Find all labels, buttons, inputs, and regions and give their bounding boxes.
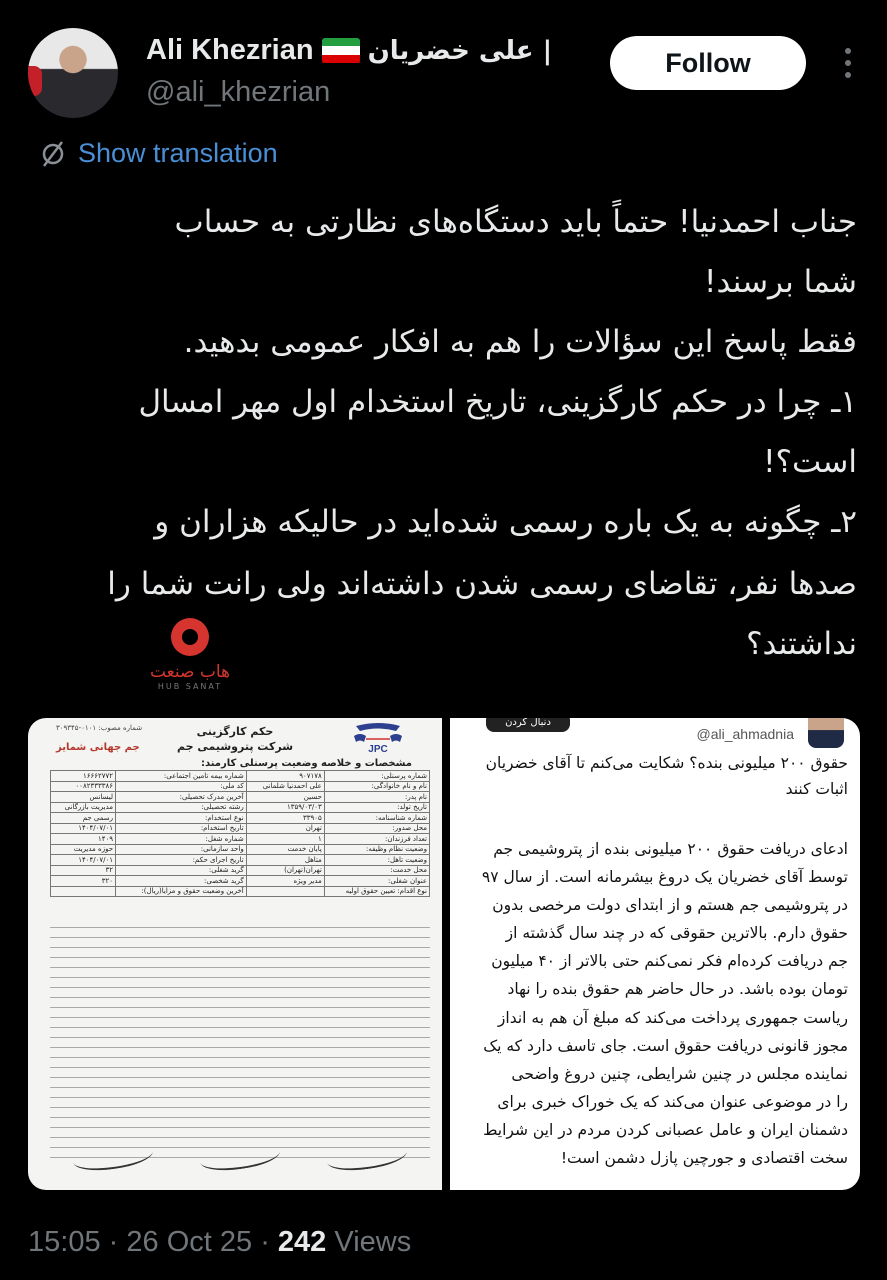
show-translation-label: Show translation	[78, 138, 278, 168]
document-cell: عنوان شغلی:	[324, 876, 429, 887]
tweet-text-line: نداشتند؟	[746, 626, 857, 662]
hub-sanat-logo-icon	[171, 618, 209, 656]
quoted-text-line: اثبات کنند	[785, 780, 848, 798]
quoted-handle: @ali_ahmadnia	[696, 726, 794, 742]
document-row	[51, 844, 430, 855]
document-cell: حسین	[246, 792, 324, 803]
quoted-text-line: حقوق ۲۰۰ میلیونی بنده؟ شکایت می‌کنم تا آقای خضریان	[485, 754, 848, 772]
document-cell: نوع اقدام: تعیین حقوق اولیه	[324, 886, 429, 897]
views-label: Views	[334, 1226, 412, 1258]
show-translation-link[interactable]	[38, 138, 278, 169]
document-cell: گرید شغلی:	[116, 865, 247, 876]
document-cell: پایان خدمت	[246, 844, 324, 855]
document-cell: گرید شخصی:	[116, 876, 247, 887]
employee-details-table	[50, 770, 430, 897]
author-handle[interactable]: @ali_khezrian	[146, 76, 331, 108]
author-name[interactable]	[146, 34, 552, 67]
tweet-time[interactable]: 15:05	[28, 1226, 101, 1258]
document-cell: ۱	[246, 834, 324, 845]
quoted-text-line: جم دریافت کرده‌ام فکر نمی‌کنم حتی بالاتر از ۴۰ میلیون	[491, 952, 848, 970]
quoted-text-line: حقوق دارم. بالاترین حقوقی که در چند سال گذشته از	[505, 924, 848, 942]
document-cell: مدیریت بازرگانی	[51, 802, 116, 813]
translate-icon	[38, 139, 68, 169]
document-cell: لیسانس	[51, 792, 116, 803]
quoted-follow-button: دنبال کردن	[486, 718, 570, 732]
author-avatar[interactable]	[28, 28, 118, 118]
tweet-text-line: صدها نفر، تقاضای رسمی شدن داشته‌اند ولی رانت شما را	[107, 566, 857, 602]
document-cell: مدیر ویژه	[246, 876, 324, 887]
document-cell: شماره شناسنامه:	[324, 813, 429, 824]
document-row	[51, 802, 430, 813]
salary-table	[50, 918, 430, 1158]
quoted-text-line: نماینده مجلس در چنین شرایطی، چنین دروغ واضحی	[511, 1065, 848, 1083]
document-title: حکم کارگزینی شرکت پتروشیمی جم	[176, 725, 294, 753]
document-cell: ۳۲۰	[51, 876, 116, 887]
document-cell: آخرین وضعیت حقوق و مزایا(ریال):	[116, 886, 247, 897]
document-cell: محل خدمت:	[324, 865, 429, 876]
document-cell: رسمی جم	[51, 813, 116, 824]
quoted-text-line: در پتروشیمی جم هستم و از ابتدای دولت مرخصی بدون	[492, 896, 848, 914]
document-row	[51, 781, 430, 792]
tweet-meta: 15:05 · 26 Oct 25 · 242 Views	[28, 1226, 412, 1258]
document-row	[51, 823, 430, 834]
display-name-fa: | علی خضریان	[367, 35, 553, 66]
document-cell: ۳۲	[51, 865, 116, 876]
document-row	[51, 813, 430, 824]
tweet-text-line: ۲ـ چگونه به یک باره رسمی شده‌اید در حالیکه هزاران و	[154, 504, 857, 540]
document-cell	[246, 886, 324, 897]
quoted-text-line: ریاست جمهوری پرداخت می‌کند که مبلغ آن هم به انداز	[497, 1009, 848, 1027]
document-cell: حوزه مدیریت	[51, 844, 116, 855]
tweet-text-line: است؟!	[763, 444, 857, 480]
document-cell: وضعیت تاهل:	[324, 855, 429, 866]
views-count: 242	[277, 1226, 327, 1258]
document-cell: وضعیت نظام وظیفه:	[324, 844, 429, 855]
quoted-text-line: توسط آقای خضریان یک دروغ بیشرمانه است. از سال ۹۷	[481, 868, 848, 886]
document-cell: محل صدور:	[324, 823, 429, 834]
document-cell: نام و نام خانوادگی:	[324, 781, 429, 792]
document-row	[51, 771, 430, 782]
document-cell: تهران	[246, 823, 324, 834]
document-cell: شماره بیمه تامین اجتماعی:	[116, 771, 247, 782]
quoted-text-line: تومان بوده باشد. در حال حاضر هم حقوق بنده را نهاد	[507, 980, 848, 998]
signatures	[50, 1132, 430, 1182]
document-row	[51, 886, 430, 897]
document-cell	[51, 886, 116, 897]
display-name: Ali Khezrian	[146, 34, 314, 66]
document-row	[51, 855, 430, 866]
tweet-text-line: فقط پاسخ این سؤالات را هم به افکار عمومی بدهید.	[183, 324, 857, 360]
document-cell: نوع استخدام:	[116, 813, 247, 824]
document-row	[51, 792, 430, 803]
document-cell: علی احمدنیا شلمانی	[246, 781, 324, 792]
document-row	[51, 834, 430, 845]
tweet-text-line: جناب احمدنیا! حتماً باید دستگاه‌های نظارتی به حساب	[174, 204, 857, 240]
document-cell: ۱۴۰۴/۰۷/۰۱	[51, 855, 116, 866]
document-cell: ۱۶۶۶۲۷۷۲	[51, 771, 116, 782]
document-cell: تاریخ استخدام:	[116, 823, 247, 834]
document-cell: کد ملی:	[116, 781, 247, 792]
document-cell: ۱۳۵۹/۰۳/۰۳	[246, 802, 324, 813]
document-cell: واحد سازمانی:	[116, 844, 247, 855]
document-cell: آخرین مدرک تحصیلی:	[116, 792, 247, 803]
quoted-text-line: سخت اقتصادی و جورچین پازل دشمن است!	[560, 1149, 848, 1167]
quoted-text-line: ادعای دریافت حقوق ۲۰۰ میلیونی بنده از پتروشیمی جم	[493, 840, 848, 858]
quoted-avatar	[808, 718, 844, 748]
document-cell: تعداد فرزندان:	[324, 834, 429, 845]
watermark: هاب صنعت HUB SANAT	[140, 618, 240, 691]
document-cell: ۹۰۷۱۷۸	[246, 771, 324, 782]
jpc-logo-icon	[352, 722, 404, 754]
tweet-text-line: ۱ـ چرا در حکم کارگزینی، تاریخ استخدام اول مهر امسال	[138, 384, 857, 420]
svg-text:JPC: JPC	[368, 744, 388, 754]
more-options-icon[interactable]	[843, 48, 853, 78]
quoted-text-line: مجوز قانونی دریافت حقوق است. جای تاسف دارد که یک	[483, 1037, 848, 1055]
document-cell: ۳۳۹۰۵	[246, 813, 324, 824]
quoted-text-line: را در موضوعی عنوان می‌کند که یک خوراک خبری برای	[497, 1093, 848, 1111]
document-cell: رشته تحصیلی:	[116, 802, 247, 813]
document-cell: تاریخ تولد:	[324, 802, 429, 813]
tweet-text-line: شما برسند!	[704, 264, 857, 300]
quoted-text-line: دشمنان ایران و عامل عصبانی کردن مردم در این شرایط	[483, 1121, 848, 1139]
document-row	[51, 876, 430, 887]
iran-flag-icon	[322, 38, 360, 64]
tweet-date[interactable]: 26 Oct 25	[126, 1226, 253, 1258]
document-cell: شماره شغل:	[116, 834, 247, 845]
employment-document-image[interactable]: شماره مصوب: ۰۱۰۱-۳۰۹۳۴۵ جم جهانی شمایز حکم کارگزینی شرکت پتروشیمی جم JPC مشخصات و خلاصه وضعیت پرسنلی کارمند: شماره پرسنلی: ۹۰۷۱۷۸ شماره بیمه تامین اجتماعی: ۱۶۶۶۲۷۷۲ نام و نام خانوادگی: علی احمدنیا شلمانی کد ملی: ۰۰۸۲۳۳۳۳۸۶ نام پدر: حسین آخرین مدرک تحصیلی: لیسانس تاریخ تولد: ۱۳۵۹/۰۳/۰۳ رشته تحصیلی: مدیریت بازرگانی شماره شناسنامه: ۳۳۹۰۵ نوع استخدام: رسمی جم محل صدور: تهران تاریخ استخدام: ۱۴۰۴/۰۷/۰۱ تعداد فرزندان: ۱ شماره شغل: ۱۴۰۹ وضعیت نظام وظیفه: پایان خدمت واحد سازمانی: حوزه مدیریت وضعیت تاهل: متاهل تاریخ اجرای حکم: ۱۴۰۴/۰۷/۰۱ محل خدمت: تهران(تهران) گرید شغلی: ۳۲ عنوان شغلی: مدیر ویژه گرید شخصی: ۳۲۰ نوع اقدام: تعیین حقوق اولیه آخرین وضعیت حقوق و مزایا(ریال):	[28, 718, 442, 1190]
document-cell: ۰۰۸۲۳۳۳۳۸۶	[51, 781, 116, 792]
document-cell: شماره پرسنلی:	[324, 771, 429, 782]
quoted-tweet-image[interactable]	[450, 718, 860, 1190]
document-cell: ۱۴۰۹	[51, 834, 116, 845]
document-cell: نام پدر:	[324, 792, 429, 803]
document-cell: تاریخ اجرای حکم:	[116, 855, 247, 866]
follow-button[interactable]: Follow	[610, 36, 806, 90]
document-row	[51, 865, 430, 876]
document-cell: متاهل	[246, 855, 324, 866]
document-cell: ۱۴۰۴/۰۷/۰۱	[51, 823, 116, 834]
document-cell: تهران(تهران)	[246, 865, 324, 876]
